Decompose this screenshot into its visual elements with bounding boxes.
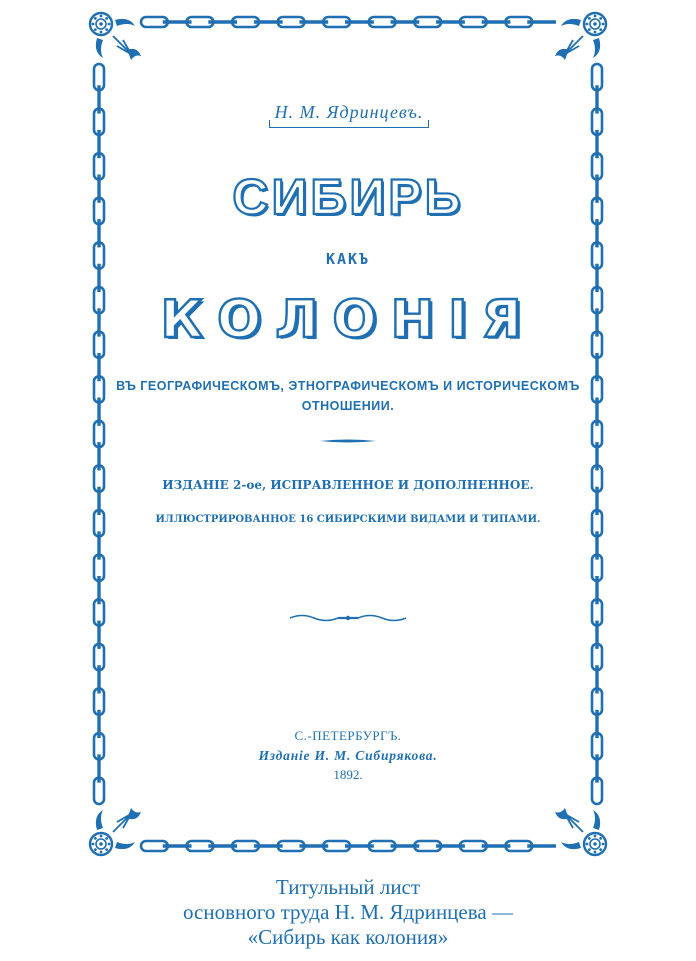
title-as: КАКЪ	[325, 250, 371, 268]
author-name: Н. М. Ядринцевъ.	[274, 102, 424, 122]
corner-ornament-bottom-left	[90, 808, 141, 855]
imprint-year: 1892.	[333, 767, 363, 782]
author-bracket-right	[428, 120, 429, 128]
author-box	[265, 100, 433, 128]
illustrations-note: ИЛЛЮСТРИРОВАННОЕ 16 СИБИРСКИМИ ВИДАМИ И ТИПАМИ.	[155, 514, 541, 525]
corner-ornament-top-left	[90, 13, 141, 60]
title-colony: КОЛОНІЯ	[160, 290, 536, 350]
caption-line-3: «Сибирь как колония»	[247, 925, 449, 949]
author-underline	[269, 127, 429, 128]
edition-note: ИЗДАНІЕ 2-ое, ИСПРАВЛЕННОЕ И ДОПОЛНЕННОЕ.	[162, 478, 534, 492]
small-rule-ornament	[318, 437, 378, 445]
subtitle	[0, 376, 696, 416]
image-caption	[0, 875, 696, 950]
corner-ornament-bottom-right	[555, 808, 606, 855]
chain-links	[94, 17, 602, 851]
caption-line-2: основного труда Н. М. Ядринцева —	[183, 900, 513, 924]
divider-ornament	[288, 611, 408, 625]
corner-ornament-top-right	[555, 13, 606, 60]
title-siberia: СИБИРЬ	[232, 169, 464, 225]
imprint-publisher: Изданіе И. М. Сибирякова.	[258, 748, 438, 763]
author-bracket-left	[269, 120, 270, 128]
subtitle-line-2: ОТНОШЕНИИ.	[301, 399, 395, 413]
imprint-city: С.-ПЕТЕРБУРГЪ.	[294, 728, 402, 743]
subtitle-line-1: ВЪ ГЕОГРАФИЧЕСКОМЪ, ЭТНОГРАФИЧЕСКОМЪ И ИСТОРИЧЕСКОМЪ	[116, 379, 580, 393]
caption-line-1: Титульный лист	[275, 875, 421, 899]
